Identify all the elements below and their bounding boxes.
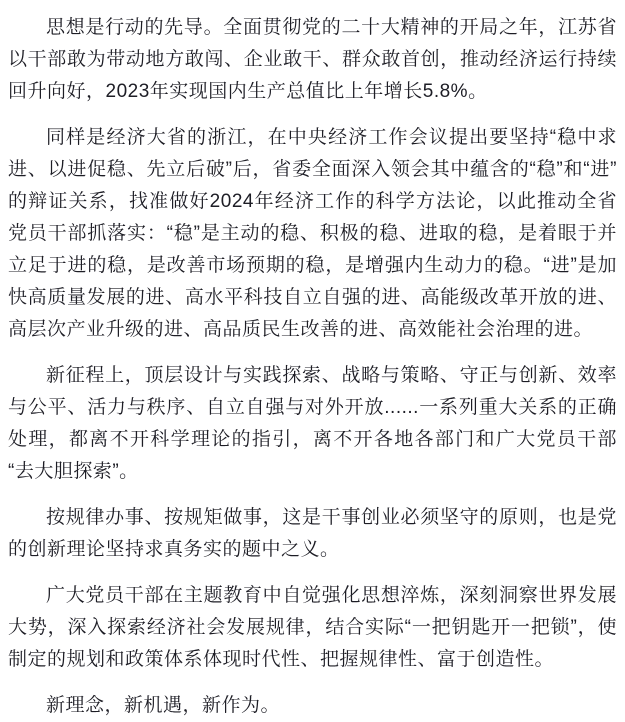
paragraph: 广大党员干部在主题教育中自觉强化思想淬炼，深刻洞察世界发展大势，深入探索经济社会发展规律，结合实际“一把钥匙开一把锁”，使制定的规划和政策体系体现时代性、把握规律性、富于创造性。 [8, 585, 617, 670]
paragraph: 同样是经济大省的浙江，在中央经济工作会议提出要坚持“稳中求进、以进促稳、先立后破”后，省委全面深入领会其中蕴含的“稳”和“进”的辩证关系，找准做好2024年经济工作的科学方法论，以此推动全省党员干部抓落实：“稳”是主动的稳、积极的稳、进取的稳，是着眼于并立足于进的稳，是改善市场预期的稳，是增强内生动力的稳。“进”是加快高质量发展的进、高水平科技自立自强的进、高能级改革开放的进、高层次产业升级的进、高品质民生改善的进、高效能社会治理的进。 [8, 127, 617, 340]
paragraph: 新征程上，顶层设计与实践探索、战略与策略、守正与创新、效率与公平、活力与秩序、自立自强与对外开放......一系列重大关系的正确处理，都离不开科学理论的指引，离不开各地各部门和广大党员干部“去大胆探索”。 [8, 365, 617, 482]
paragraph: 按规律办事、按规矩做事，这是干事创业必须坚守的原则，也是党的创新理论坚持求真务实的题中之义。 [8, 507, 617, 560]
paragraph: 思想是行动的先导。全面贯彻党的二十大精神的开局之年，江苏省以干部敢为带动地方敢闯、企业敢干、群众敢首创，推动经济运行持续回升向好，2023年实现国内生产总值比上年增长5.8%。 [8, 17, 617, 102]
paragraph: 新理念，新机遇，新作为。 [46, 695, 281, 716]
